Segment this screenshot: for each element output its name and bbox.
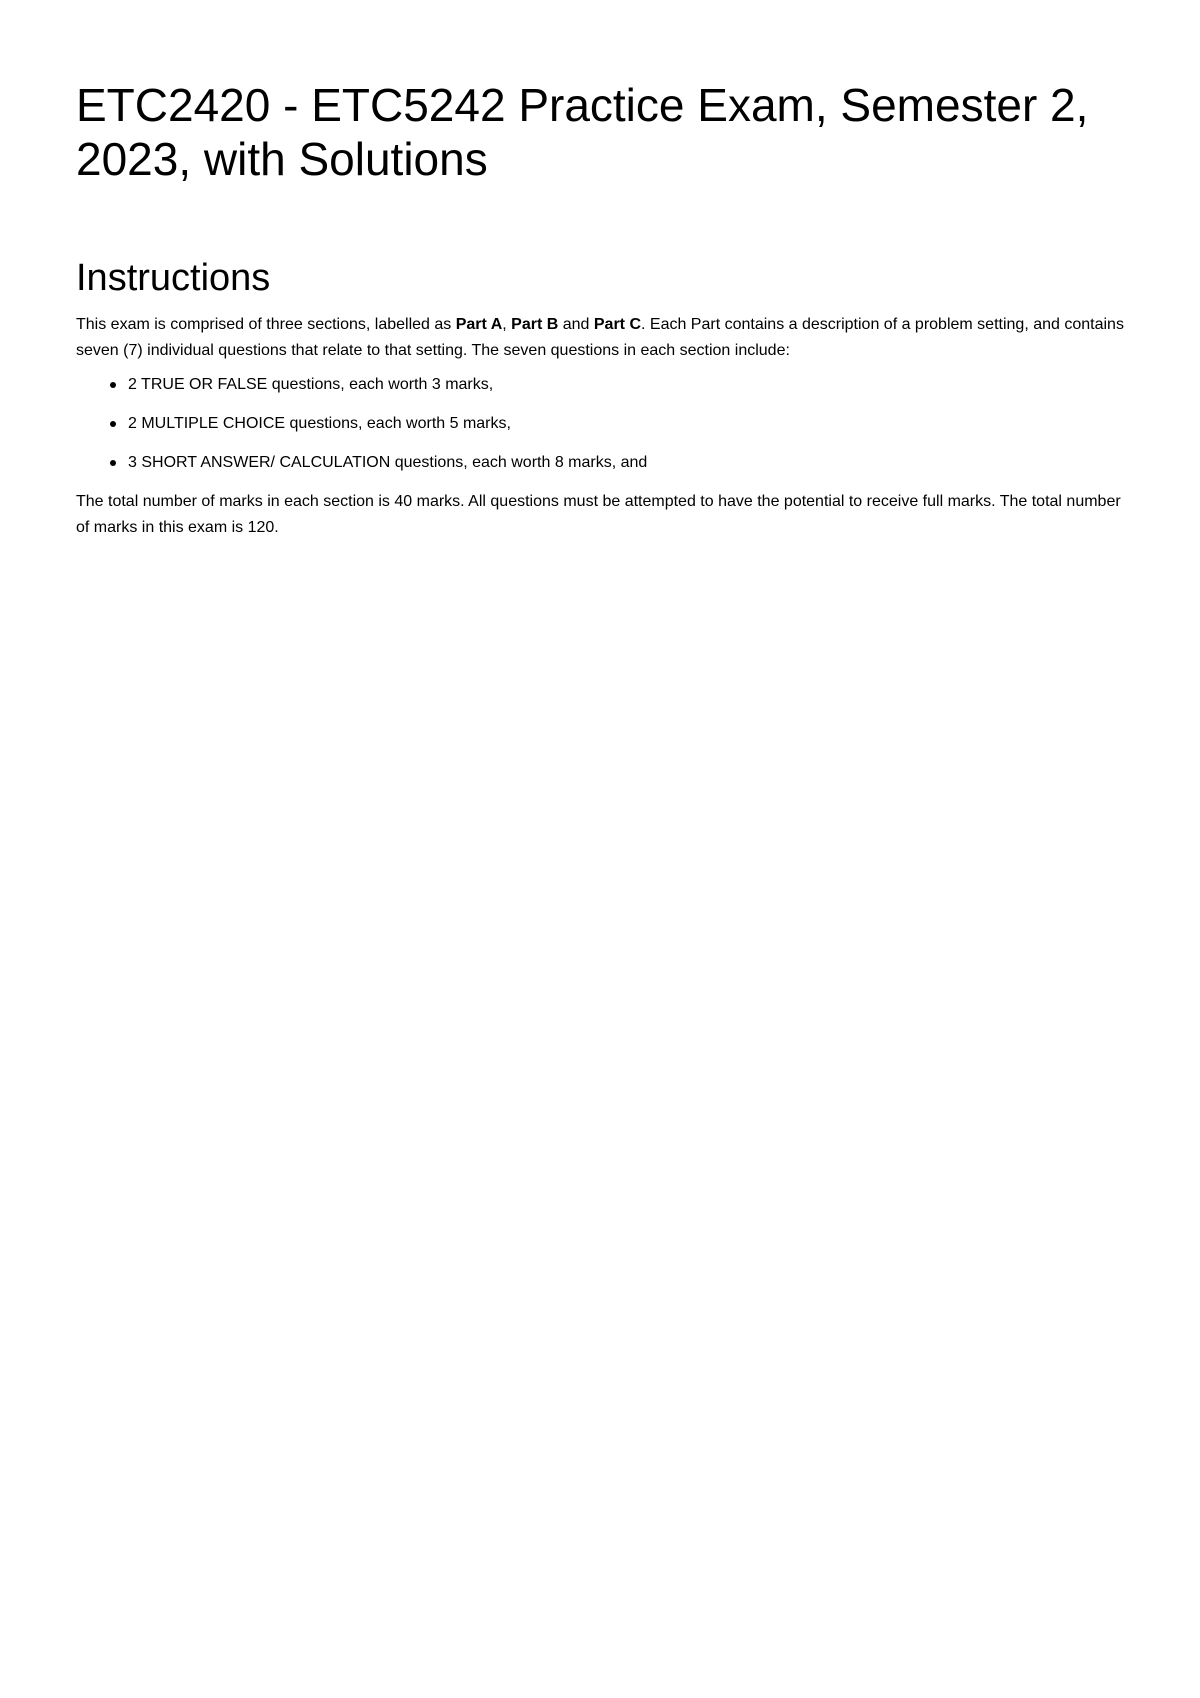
list-item-text: 3 SHORT ANSWER/ CALCULATION questions, each worth 8 marks, and (128, 454, 648, 471)
list-item (128, 411, 1136, 437)
bullet-icon (110, 421, 116, 427)
part-b-label: Part B (511, 316, 559, 333)
intro-text-start: This exam is comprised of three sections, labelled as (76, 316, 456, 333)
part-c-label: Part C (593, 316, 641, 333)
page-title: ETC2420 - ETC5242 Practice Exam, Semester 2, 2023, with Solutions (76, 79, 1089, 185)
intro-text-end: . Each Part contains a description of a problem setting, and contains seven (7) individual questions that relate to that setting. The seven questions in each section include: (76, 316, 1124, 359)
intro-separator: , (502, 316, 512, 333)
instructions-heading: Instructions (76, 257, 271, 299)
instructions-intro (76, 312, 1136, 364)
instructions-closing: The total number of marks in each section is 40 marks. All questions must be attempted to have the potential to receive full marks. The total number of marks in this exam is 120. (76, 493, 1121, 536)
list-item (128, 450, 1136, 476)
list-item-text: 2 TRUE OR FALSE questions, each worth 3 marks, (128, 376, 494, 393)
document-page (76, 78, 1136, 541)
list-item-text: 2 MULTIPLE CHOICE questions, each worth 5 marks, (128, 415, 511, 432)
intro-separator: and (558, 316, 594, 333)
part-a-label: Part A (455, 316, 503, 333)
question-type-list (76, 372, 1136, 476)
bullet-icon (110, 460, 116, 466)
list-item (128, 372, 1136, 398)
bullet-icon (110, 382, 116, 388)
